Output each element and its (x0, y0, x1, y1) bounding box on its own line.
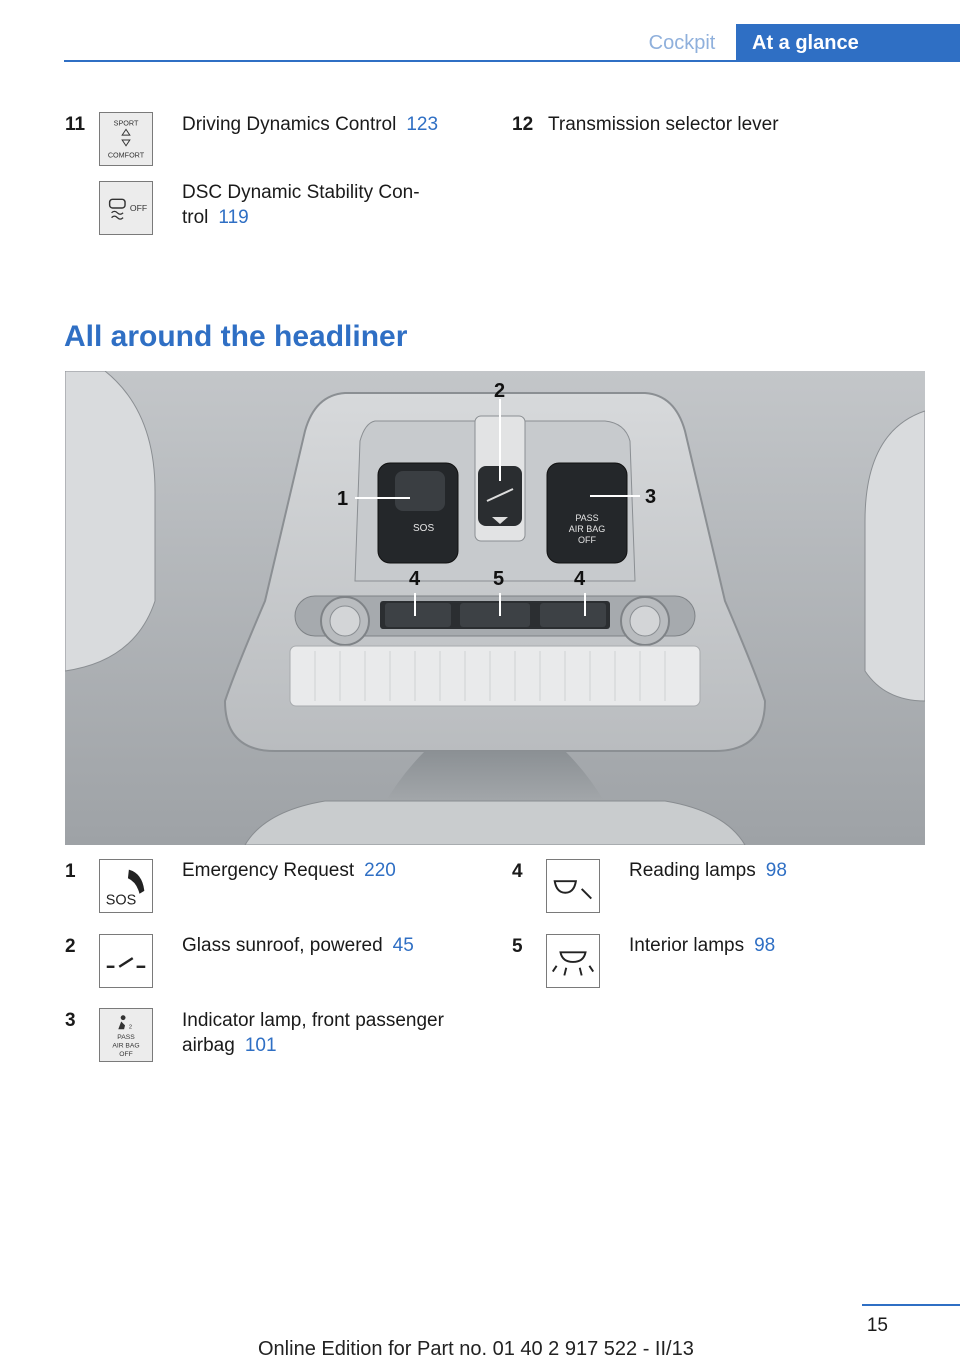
icon-label-off: OFF (119, 1051, 133, 1059)
page-ref-link[interactable]: 101 (244, 1035, 277, 1056)
icon-label-pass: PASS (117, 1033, 135, 1041)
sport-comfort-switch-icon (99, 112, 153, 166)
callout-2: 2 (494, 380, 506, 402)
item-label (182, 180, 420, 230)
interior-lamps-label: Interior lamps (629, 935, 745, 956)
page-ref-link[interactable]: 98 (754, 935, 776, 956)
page-ref-link[interactable]: 45 (392, 935, 414, 956)
page-ref-link[interactable]: 98 (765, 860, 787, 881)
glass-sunroof-label: Glass sunroof, powered (182, 935, 383, 956)
item-number: 11 (65, 114, 86, 135)
page-ref-link[interactable]: 220 (364, 860, 396, 881)
footer-rule (862, 1304, 960, 1306)
icon-label-airbag: AIR BAG (112, 1042, 140, 1050)
emergency-request-label: Emergency Request (182, 860, 355, 881)
dsc-off-icon (99, 181, 153, 235)
item-label (182, 933, 414, 958)
breadcrumb-cockpit[interactable]: Cockpit (648, 32, 716, 54)
item-label (182, 858, 396, 883)
airbag-text-3: OFF (578, 535, 596, 545)
driving-dynamics-label: Driving Dynamics Control (182, 114, 397, 135)
section-title: All around the headliner (64, 320, 408, 353)
edition-note: Online Edition for Part no. 01 40 2 917 522 - II/13 (258, 1338, 694, 1360)
airbag-text-1: PASS (575, 513, 599, 523)
item-number: 12 (512, 114, 534, 135)
sos-button-text: SOS (413, 523, 435, 534)
callout-3: 3 (645, 486, 657, 508)
header-rule (64, 60, 960, 62)
callout-5: 5 (493, 568, 505, 590)
icon-label-off: OFF (129, 202, 148, 213)
airbag-label-line-2: airbag (182, 1035, 235, 1056)
callout-1: 1 (337, 488, 349, 510)
page-ref-link[interactable]: 123 (406, 114, 439, 135)
callout-4-left: 4 (409, 568, 421, 590)
item-label (629, 858, 787, 883)
dsc-label-line-2: trol (182, 207, 209, 228)
svg-text:2: 2 (128, 1024, 133, 1031)
icon-label-sport: SPORT (113, 118, 139, 128)
item-number: 5 (512, 936, 523, 957)
callout-4-right: 4 (574, 568, 586, 590)
dsc-label-line-1: DSC Dynamic Stability Con- (182, 182, 420, 203)
interior-lamp-icon (546, 934, 600, 988)
airbag-label-line-1: Indicator lamp, front passenger (182, 1010, 444, 1031)
page-ref-link[interactable]: 119 (218, 207, 249, 228)
item-number: 1 (65, 861, 76, 882)
reading-lamp-icon (546, 859, 600, 913)
item-label (182, 112, 438, 137)
item-number: 3 (65, 1010, 76, 1031)
item-label (629, 933, 775, 958)
page-number: 15 (866, 1315, 888, 1336)
transmission-selector-label: Transmission selector lever (548, 114, 779, 135)
item-label (182, 1008, 444, 1058)
icon-label-comfort: COMFORT (107, 150, 145, 160)
reading-lamps-label: Reading lamps (629, 860, 756, 881)
item-number: 4 (512, 861, 523, 882)
sos-phone-icon (99, 859, 153, 913)
item-number: 2 (65, 936, 76, 957)
headliner-figure (65, 371, 925, 845)
passenger-airbag-off-icon (99, 1008, 153, 1062)
sunroof-icon (99, 934, 153, 988)
airbag-text-2: AIR BAG (568, 524, 606, 534)
sos-icon-text: SOS (105, 892, 137, 909)
tab-at-a-glance[interactable]: At a glance (736, 24, 960, 62)
